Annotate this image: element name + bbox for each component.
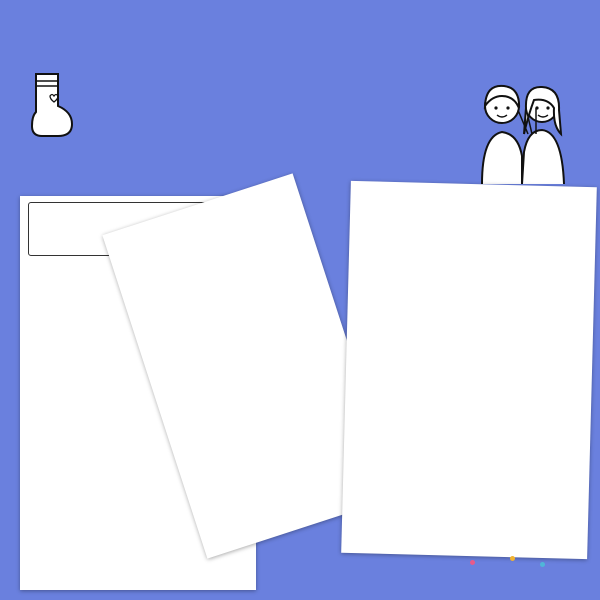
sock-icon — [28, 72, 76, 138]
synonyms-table-left — [360, 283, 444, 285]
worksheet-exercises — [341, 181, 597, 559]
antonyms-tables — [360, 189, 584, 287]
exercises-text — [346, 181, 597, 385]
antonyms-table-left — [363, 189, 463, 192]
antonyms-table-right — [481, 192, 581, 195]
synonyms-table-right — [500, 307, 580, 309]
children-icon — [468, 76, 578, 186]
synonyms-tables — [358, 283, 582, 379]
